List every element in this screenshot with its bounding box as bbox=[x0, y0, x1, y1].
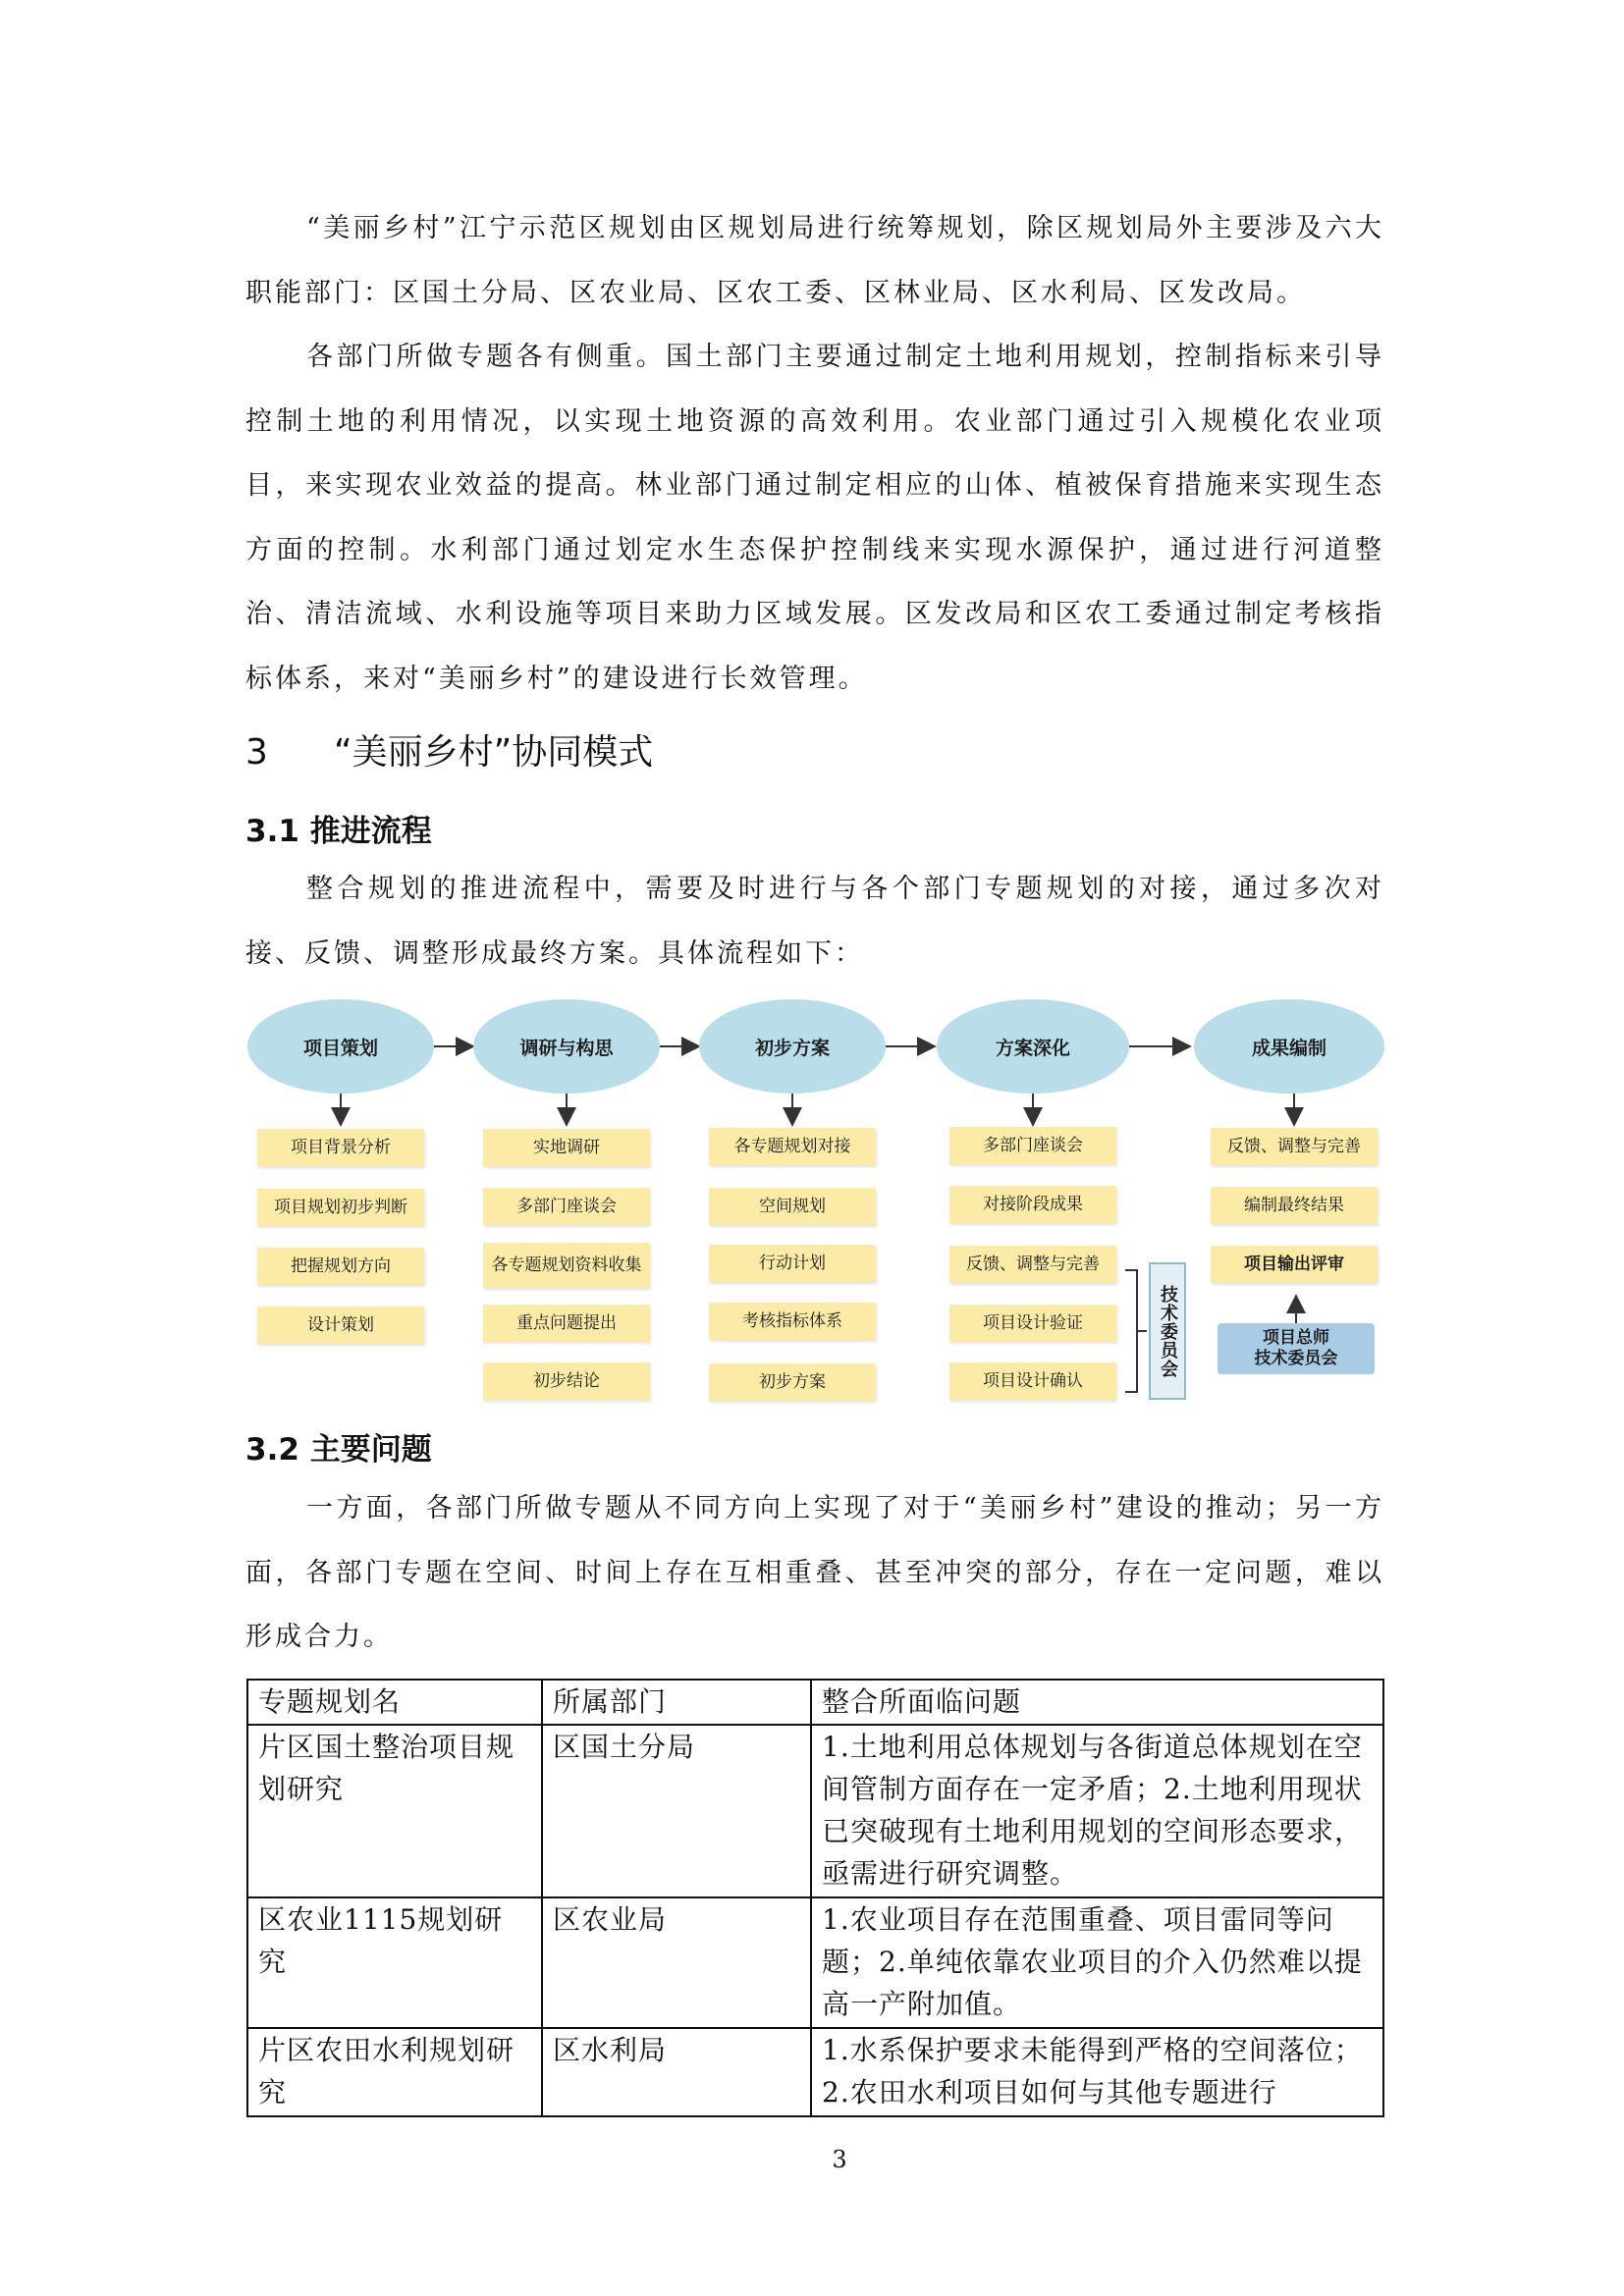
step-box: 各专题规划对接 bbox=[709, 1128, 876, 1165]
table-cell: 区农业1115规划研究 bbox=[247, 1897, 542, 2028]
step-box: 项目背景分析 bbox=[257, 1129, 424, 1166]
table-cell: 区农业局 bbox=[542, 1897, 811, 2028]
table-cell: 1.土地利用总体规划与各街道总体规划在空间管制方面存在一定矛盾；2.土地利用现状已突破现有土地利用规划的空间形态要求，亟需进行研究调整。 bbox=[811, 1725, 1383, 1897]
stage-research: 调研与构思 bbox=[473, 999, 660, 1094]
table-header-cell: 整合所面临问题 bbox=[811, 1680, 1383, 1725]
table-cell: 片区农田水利规划研究 bbox=[247, 2028, 542, 2116]
chief-committee-line2: 技术委员会 bbox=[1254, 1349, 1338, 1368]
step-box: 反馈、调整与完善 bbox=[1211, 1128, 1378, 1165]
section-3-2-heading: 3.2 主要问题 bbox=[245, 1432, 432, 1468]
section-3-number: 3 bbox=[245, 732, 268, 773]
step-box: 把握规划方向 bbox=[257, 1248, 424, 1285]
step-box: 行动计划 bbox=[709, 1245, 876, 1282]
step-box: 编制最终结果 bbox=[1211, 1187, 1378, 1224]
step-box: 初步方案 bbox=[709, 1363, 876, 1401]
table-row bbox=[247, 1897, 1383, 2028]
step-box: 重点问题提出 bbox=[483, 1305, 650, 1342]
page-number: 3 bbox=[832, 2146, 847, 2173]
step-box: 考核指标体系 bbox=[709, 1303, 876, 1340]
step-box-review: 项目输出评审 bbox=[1211, 1246, 1378, 1283]
table-header-row bbox=[247, 1680, 1383, 1725]
step-box: 项目设计验证 bbox=[949, 1305, 1116, 1342]
table-header-cell: 专题规划名 bbox=[247, 1680, 542, 1725]
stage-project-planning: 项目策划 bbox=[247, 999, 434, 1094]
stage-output: 成果编制 bbox=[1194, 999, 1384, 1094]
stage-deepening: 方案深化 bbox=[937, 999, 1129, 1094]
process-flowchart bbox=[245, 999, 1384, 1412]
table-cell: 片区国土整治项目规划研究 bbox=[247, 1725, 542, 1897]
chief-committee-box bbox=[1218, 1323, 1375, 1374]
tech-committee-box: 技术委员会 bbox=[1149, 1262, 1186, 1400]
stage-preliminary: 初步方案 bbox=[699, 999, 886, 1094]
step-box: 设计策划 bbox=[257, 1307, 424, 1344]
step-box: 项目设计确认 bbox=[949, 1362, 1116, 1400]
paragraph-process: 整合规划的推进流程中，需要及时进行与各个部门专题规划的对接，通过多次对接、反馈、调整形成最终方案。具体流程如下： bbox=[245, 874, 1384, 969]
bracket-tech-committee bbox=[1125, 1270, 1137, 1392]
table-row bbox=[247, 2028, 1383, 2116]
table-cell: 1.水系保护要求未能得到严格的空间落位；2.农田水利项目如何与其他专题进行 bbox=[811, 2028, 1383, 2116]
table-cell: 区国土分局 bbox=[542, 1725, 811, 1897]
step-box: 初步结论 bbox=[483, 1362, 650, 1400]
step-box: 多部门座谈会 bbox=[483, 1188, 650, 1225]
table-row bbox=[247, 1725, 1383, 1897]
paragraph-intro: “美丽乡村”江宁示范区规划由区规划局进行统筹规划，除区规划局外主要涉及六大职能部门：区国土分局、区农业局、区农工委、区林业局、区水利局、区发改局。 bbox=[245, 213, 1384, 308]
step-box: 项目规划初步判断 bbox=[257, 1189, 424, 1226]
section-3-heading bbox=[245, 723, 653, 782]
paragraph-problems: 一方面，各部门所做专题从不同方向上实现了对于“美丽乡村”建设的推动；另一方面，各部门专题在空间、时间上存在互相重叠、甚至冲突的部分，存在一定问题，难以形成合力。 bbox=[245, 1493, 1384, 1652]
section-3-title: “美丽乡村”协同模式 bbox=[334, 732, 654, 773]
issues-table bbox=[246, 1679, 1384, 2117]
chief-committee-line1: 项目总师 bbox=[1263, 1328, 1329, 1348]
step-box: 多部门座谈会 bbox=[949, 1127, 1116, 1164]
paragraph-departments: 各部门所做专题各有侧重。国土部门主要通过制定土地利用规划，控制指标来引导控制土地的利用情况，以实现土地资源的高效利用。农业部门通过引入规模化农业项目，来实现农业效益的提高。林业部门通过制定相应的山体、植被保育措施来实现生态方面的控制。水利部门通过划定水生态保护控制线来实现水源保护，通过进行河道整治、清洁流域、水利设施等项目来助力区域发展。区发改局和区农工委通过制定考核指标体系，来对“美丽乡村”的建设进行长效管理。 bbox=[245, 342, 1384, 694]
step-box: 各专题规划资料收集 bbox=[483, 1243, 650, 1288]
table-cell: 区水利局 bbox=[542, 2028, 811, 2116]
table-cell: 1.农业项目存在范围重叠、项目雷同等问题；2.单纯依靠农业项目的介入仍然难以提高一产附加值。 bbox=[811, 1897, 1383, 2028]
step-box: 反馈、调整与完善 bbox=[949, 1246, 1116, 1283]
step-box: 实地调研 bbox=[483, 1129, 650, 1166]
step-box: 空间规划 bbox=[709, 1188, 876, 1225]
section-3-1-heading: 3.1 推进流程 bbox=[245, 814, 432, 849]
step-box: 对接阶段成果 bbox=[949, 1186, 1116, 1223]
table-header-cell: 所属部门 bbox=[542, 1680, 811, 1725]
